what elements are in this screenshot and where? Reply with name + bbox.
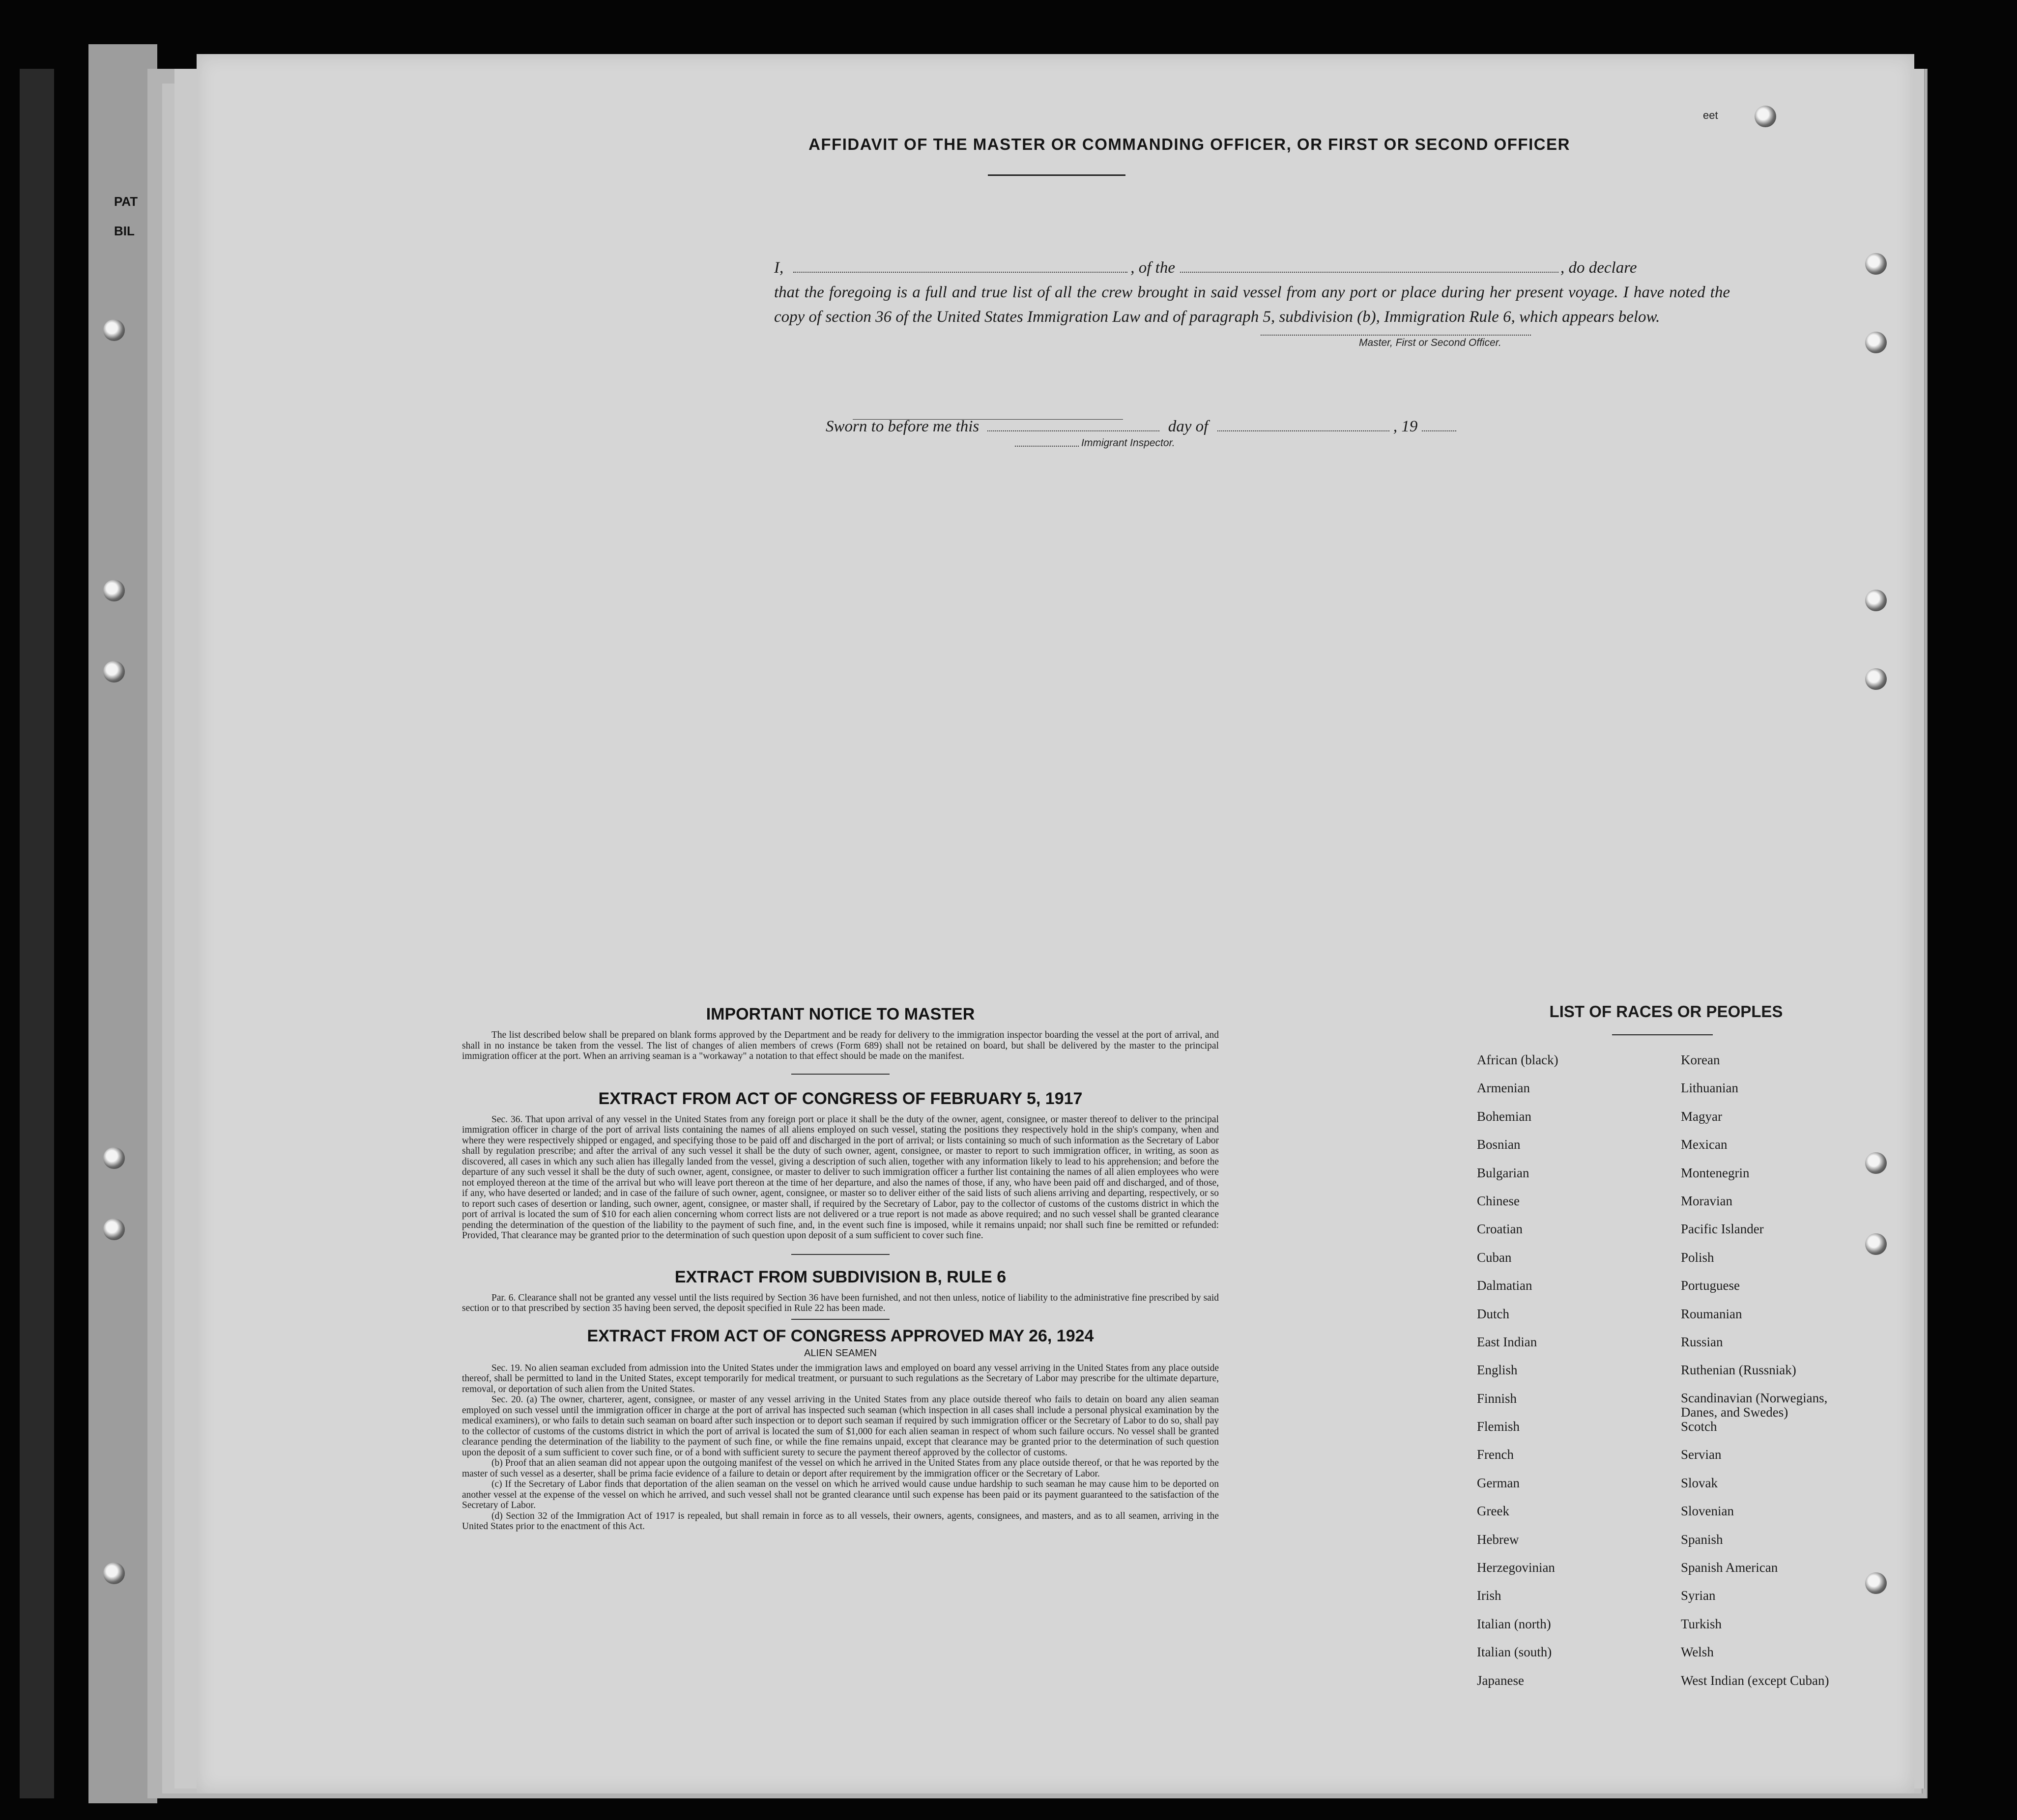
sworn-statement — [826, 418, 1456, 436]
extract-1924-sec20b: (b) Proof that an alien seaman did not appear upon the outgoing manifest of the vessel on which he arrived in the United States from any place outside thereof, or that he was reported by the master of such vessel as a deserter, shall be prima facie evidence of a failure to detain or deport after requirement by the immigration officer or the Secretary of Labor. — [462, 1458, 1219, 1479]
officer-signature-line[interactable] — [1261, 334, 1531, 336]
race-item: Welsh — [1681, 1645, 1714, 1660]
extract-1924-sec20d: (d) Section 32 of the Immigration Act of 1917 is repealed, but shall remain in force as to all vessels, their owners, agents, consignees, and masters, and as to all seamen, arriving in the United States prior to the enactment of this Act. — [462, 1510, 1219, 1532]
punch-hole — [103, 319, 125, 341]
race-item: Scandinavian (Norwegians, Danes, and Swedes) — [1681, 1390, 1828, 1420]
punch-hole — [103, 1219, 125, 1240]
inspector-caption-lead — [1015, 445, 1079, 447]
punch-hole — [1865, 253, 1887, 275]
race-item: Bohemian — [1477, 1109, 1531, 1124]
race-item: Pacific Islander — [1681, 1222, 1764, 1237]
races-title-underline — [1612, 1034, 1713, 1035]
sworn-day-blank[interactable] — [987, 430, 1159, 431]
race-item: Italian (south) — [1477, 1645, 1552, 1660]
affidavit-declaration — [774, 256, 1730, 329]
race-item: East Indian — [1477, 1334, 1537, 1349]
rule6-title: EXTRACT FROM SUBDIVISION B, RULE 6 — [674, 1267, 1007, 1286]
extract-1924-title: EXTRACT FROM ACT OF CONGRESS APPROVED MAY 26, 1924 — [587, 1326, 1094, 1345]
inspector-signature-line[interactable] — [853, 419, 1123, 420]
affidavit-title: AFFIDAVIT OF THE MASTER OR COMMANDING OFFICER, OR FIRST OR SECOND OFFICER — [808, 135, 1570, 153]
race-item: Lithuanian — [1681, 1081, 1738, 1096]
race-item: Irish — [1477, 1588, 1501, 1603]
punch-hole — [1865, 1572, 1887, 1594]
punch-hole — [1865, 1233, 1887, 1255]
race-item: Herzegovinian — [1477, 1560, 1555, 1575]
race-item: Greek — [1477, 1504, 1509, 1519]
race-item: Ruthenian (Russniak) — [1681, 1363, 1796, 1378]
punch-hole — [1865, 668, 1887, 690]
sworn-year-prefix: , 19 — [1393, 418, 1418, 435]
margin-mark: PAT — [114, 194, 138, 209]
race-item: Cuban — [1477, 1250, 1512, 1265]
extract-1924-subtitle: ALIEN SEAMEN — [804, 1347, 877, 1359]
of-the-label: , of the — [1130, 259, 1175, 277]
races-title: LIST OF RACES OR PEOPLES — [1549, 1002, 1783, 1021]
punch-hole — [1865, 332, 1887, 353]
race-item: Turkish — [1681, 1616, 1722, 1631]
race-item: Polish — [1681, 1250, 1714, 1265]
inspector-caption: Immigrant Inspector. — [1081, 437, 1175, 449]
race-item: Italian (north) — [1477, 1616, 1551, 1631]
race-item: Moravian — [1681, 1193, 1732, 1208]
races-column-1 — [1477, 1052, 1558, 1701]
race-item: Mexican — [1681, 1137, 1728, 1152]
race-item: Hebrew — [1477, 1532, 1519, 1547]
punch-hole — [103, 661, 125, 682]
race-item: Japanese — [1477, 1673, 1524, 1688]
race-item: Dalmatian — [1477, 1278, 1532, 1293]
sworn-month-blank[interactable] — [1217, 430, 1389, 431]
race-item: Portuguese — [1681, 1278, 1740, 1293]
notice-title: IMPORTANT NOTICE TO MASTER — [706, 1005, 975, 1024]
punch-hole — [1755, 106, 1776, 127]
race-item: German — [1477, 1475, 1520, 1490]
race-item: Slovak — [1681, 1475, 1718, 1490]
race-item: Magyar — [1681, 1109, 1722, 1124]
binder-edge — [20, 69, 54, 1798]
form-page — [197, 54, 1914, 1793]
vessel-blank[interactable] — [1180, 271, 1558, 273]
race-item: Armenian — [1477, 1081, 1530, 1096]
notice-body: The list described below shall be prepared on blank forms approved by the Department and be ready for delivery to the immigration inspector boarding the vessel at the port of arrival, and shall in no instance be taken from the vessel. The list of changes of alien members of crews (Form 689) shall not be retained on board, but shall be delivered by the master to the principal immigration officer at the port. When an arriving seaman is a "workaway" a notation to that effect should be made on the manifest. — [462, 1030, 1219, 1061]
race-item: Slovenian — [1681, 1504, 1734, 1519]
race-item: Syrian — [1681, 1588, 1716, 1603]
punch-hole — [103, 580, 125, 601]
extract-1917-body: Sec. 36. That upon arrival of any vessel in the United States from any foreign port or place it shall be the duty of the owner, agent, consignee, or master thereof to deliver to the principal immigration officer in charge of the port of arrival lists containing the names of all aliens employed on such vessel, stating the positions they respectively hold in the ship's company, when and where they were respectively shipped or engaged, and specifying those to be paid off and discharged in the port of arrival; or lists containing so much of such information as the Secretary of Labor shall by regulation prescribe; and after the arrival of any such vessel it shall be the duty of such owner, agent, consignee, or master to report to such immigration officer, in writing, as soon as discovered, all cases in which any such alien has illegally landed from the vessel, giving a description of such alien, together with any information likely to lead to his apprehension; and before the departure of any such vessel it shall be the duty of such owner, agent, consignee, or master to deliver to such immigration officer a further list containing the names of all alien employees who were not employed thereon at the time of the arrival but who will leave port thereon at the time of her departure, and also the names of those, if any, who have been paid off and discharged, and of those, if any, who have deserted or landed; and in case of the failure of such owner, agent, consignee, or master so to deliver either of the said lists of such aliens arriving and departing, respectively, or so to report such cases of desertion or landing, such owner, agent, consignee, or master shall, if required by the Secretary of Labor, pay to the collector of customs of the customs district in which the port of arrival is located the sum of $10 for each alien concerning whom correct lists are not delivered or a true report is not made as above required; and no such vessel shall be granted clearance pending the determination of the question of the liability to the payment of such fine, and, in the event such fine is imposed, while it remains unpaid; nor shall such fine be remitted or refunded: Provided, That clearance may be granted prior to the determination of such question upon deposit of a sum sufficient to cover such fine. — [462, 1114, 1219, 1241]
race-item: Finnish — [1477, 1391, 1517, 1406]
race-item: English — [1477, 1363, 1518, 1378]
race-item: Chinese — [1477, 1193, 1520, 1208]
race-item: Servian — [1681, 1447, 1722, 1462]
extract-1924-sec19: Sec. 19. No alien seaman excluded from admission into the United States under the immigration laws and employed on board any vessel arriving in the United States from any place outside thereof, shall be permitted to land in the United States, except temporarily for medical treatment, or pursuant to such regulations as the Secretary of Labor may prescribe for the ultimate departure, removal, or deportation of such alien from the United States. — [462, 1363, 1219, 1394]
punch-hole — [103, 1563, 125, 1584]
race-item: West Indian (except Cuban) — [1681, 1673, 1829, 1688]
race-item: Dutch — [1477, 1306, 1509, 1321]
name-blank[interactable] — [793, 271, 1127, 273]
race-item: Montenegrin — [1681, 1165, 1750, 1180]
notice-column — [462, 1005, 1219, 1532]
title-underline — [988, 174, 1125, 176]
rule6-body: Par. 6. Clearance shall not be granted any vessel until the lists required by Section 36 have been furnished, and not then unless, notice of liability to the administrative fine prescribed by said section or to that prescribed by section 35 having been served, the deposit specified in Rule 22 has been made. — [462, 1292, 1219, 1313]
race-item: Russian — [1681, 1334, 1723, 1349]
declare-i-label: I, — [774, 259, 784, 277]
underlying-sheets-edge — [88, 44, 157, 1803]
extract-1917-title: EXTRACT FROM ACT OF CONGRESS OF FEBRUARY 5, 1917 — [598, 1089, 1083, 1108]
race-item: Scotch — [1681, 1419, 1717, 1434]
officer-signature-caption: Master, First or Second Officer. — [1359, 337, 1501, 348]
corner-annotation: eet — [1703, 109, 1718, 121]
punch-hole — [1865, 590, 1887, 611]
sworn-year-blank[interactable] — [1422, 430, 1456, 431]
extract-1924-sec20a: Sec. 20. (a) The owner, charterer, agent, consignee, or master of any vessel arriving in the United States from any place outside thereof who fails to detain on board any alien seaman employed on such vessel until the immigration officer in charge at the port of arrival has inspected such seaman (which inspection in all cases shall include a personal physical examination by the medical examiners), or who fails to detain such seaman on board after such inspection or to deport such seaman if required by such immigration officer or the Secretary of Labor to do so, shall pay to the collector of customs of the customs district in which the port of arrival is located the sum of $1,000 for each alien seaman in respect of whom such failure occurs. No vessel shall be granted clearance pending the determination of the liability to the payment of such fine, or while the fine remains unpaid, except that clearance may be granted prior to the determination of such question upon the deposit of a sum sufficient to cover such fine, or of a bond with sufficient surety to secure the payment thereof approved by the collector of customs. — [462, 1394, 1219, 1458]
punch-hole — [1865, 1152, 1887, 1174]
race-item: French — [1477, 1447, 1514, 1462]
extract-1924-sec20c: (c) If the Secretary of Labor finds that deportation of the alien seaman on the vessel on which he arrived would cause undue hardship to such seaman he may cause him to be deported on another vessel at the expense of the vessel on which he arrived, and such vessel shall not be granted clearance until such expense has been paid or its payment guaranteed to the satisfaction of the Secretary of Labor. — [462, 1479, 1219, 1510]
races-column-2 — [1681, 1052, 1858, 1701]
affidavit-body: that the foregoing is a full and true list of all the crew brought in said vessel from any port or place during her present voyage. I have noted the copy of section 36 of the United States Immigration Law and of paragraph 5, subdivision (b), Immigration Rule 6, which appears below. — [774, 284, 1730, 326]
race-item: Spanish — [1681, 1532, 1723, 1547]
race-item: African (black) — [1477, 1052, 1558, 1067]
punch-hole — [103, 1147, 125, 1169]
section-divider — [791, 1074, 890, 1075]
race-item: Spanish American — [1681, 1560, 1778, 1575]
section-divider — [791, 1254, 890, 1255]
margin-mark: BIL — [114, 224, 135, 238]
do-declare-label: , do declare — [1560, 259, 1637, 277]
race-item: Bosnian — [1477, 1137, 1521, 1152]
race-item: Bulgarian — [1477, 1165, 1529, 1180]
sworn-prefix: Sworn to before me this — [826, 418, 980, 435]
race-item: Korean — [1681, 1052, 1720, 1067]
race-item: Croatian — [1477, 1222, 1523, 1237]
race-item: Flemish — [1477, 1419, 1520, 1434]
sworn-day-of: day of — [1168, 418, 1209, 435]
race-item: Roumanian — [1681, 1306, 1742, 1321]
section-divider — [791, 1319, 890, 1320]
